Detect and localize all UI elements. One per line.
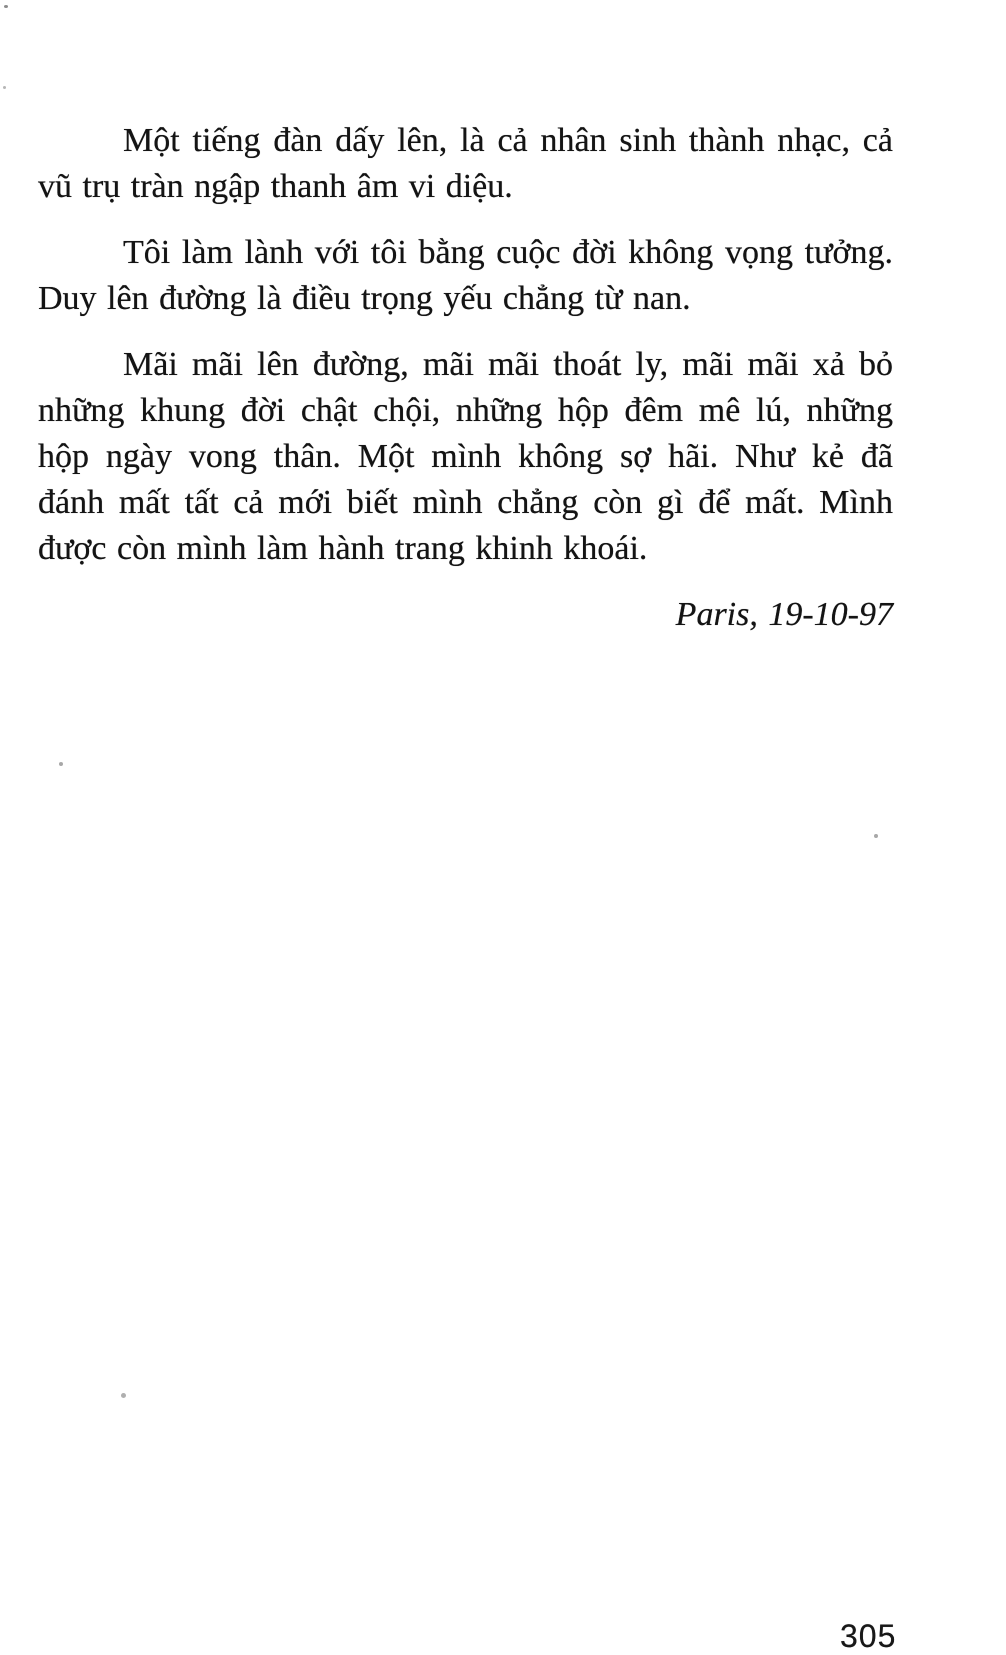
- scan-speck: [874, 834, 878, 838]
- scan-speck: [59, 762, 63, 766]
- scan-speck: [121, 1393, 126, 1398]
- paragraph: Tôi làm lành với tôi bằng cuộc đời không vọng tưởng. Duy lên đường là điều trọng yếu chẳng từ nan.: [38, 234, 893, 317]
- body-text: [38, 118, 893, 658]
- paragraph: Một tiếng đàn dấy lên, là cả nhân sinh thành nhạc, cả vũ trụ tràn ngập thanh âm vi diệu.: [38, 122, 893, 205]
- page-number: 305: [840, 1618, 897, 1654]
- signature-dateline: Paris, 19-10-97: [675, 596, 893, 633]
- scan-speck: [3, 86, 6, 89]
- paragraph: Mãi mãi lên đường, mãi mãi thoát ly, mãi mãi xả bỏ những khung đời chật chội, những hộp đêm mê lú, những hộp ngày vong thân. Một mình không sợ hãi. Như kẻ đã đánh mất tất cả mới biết mình chẳng còn gì để mất. Mình được còn mình làm hành trang khinh khoái.: [38, 346, 893, 567]
- scan-speck: [4, 5, 8, 8]
